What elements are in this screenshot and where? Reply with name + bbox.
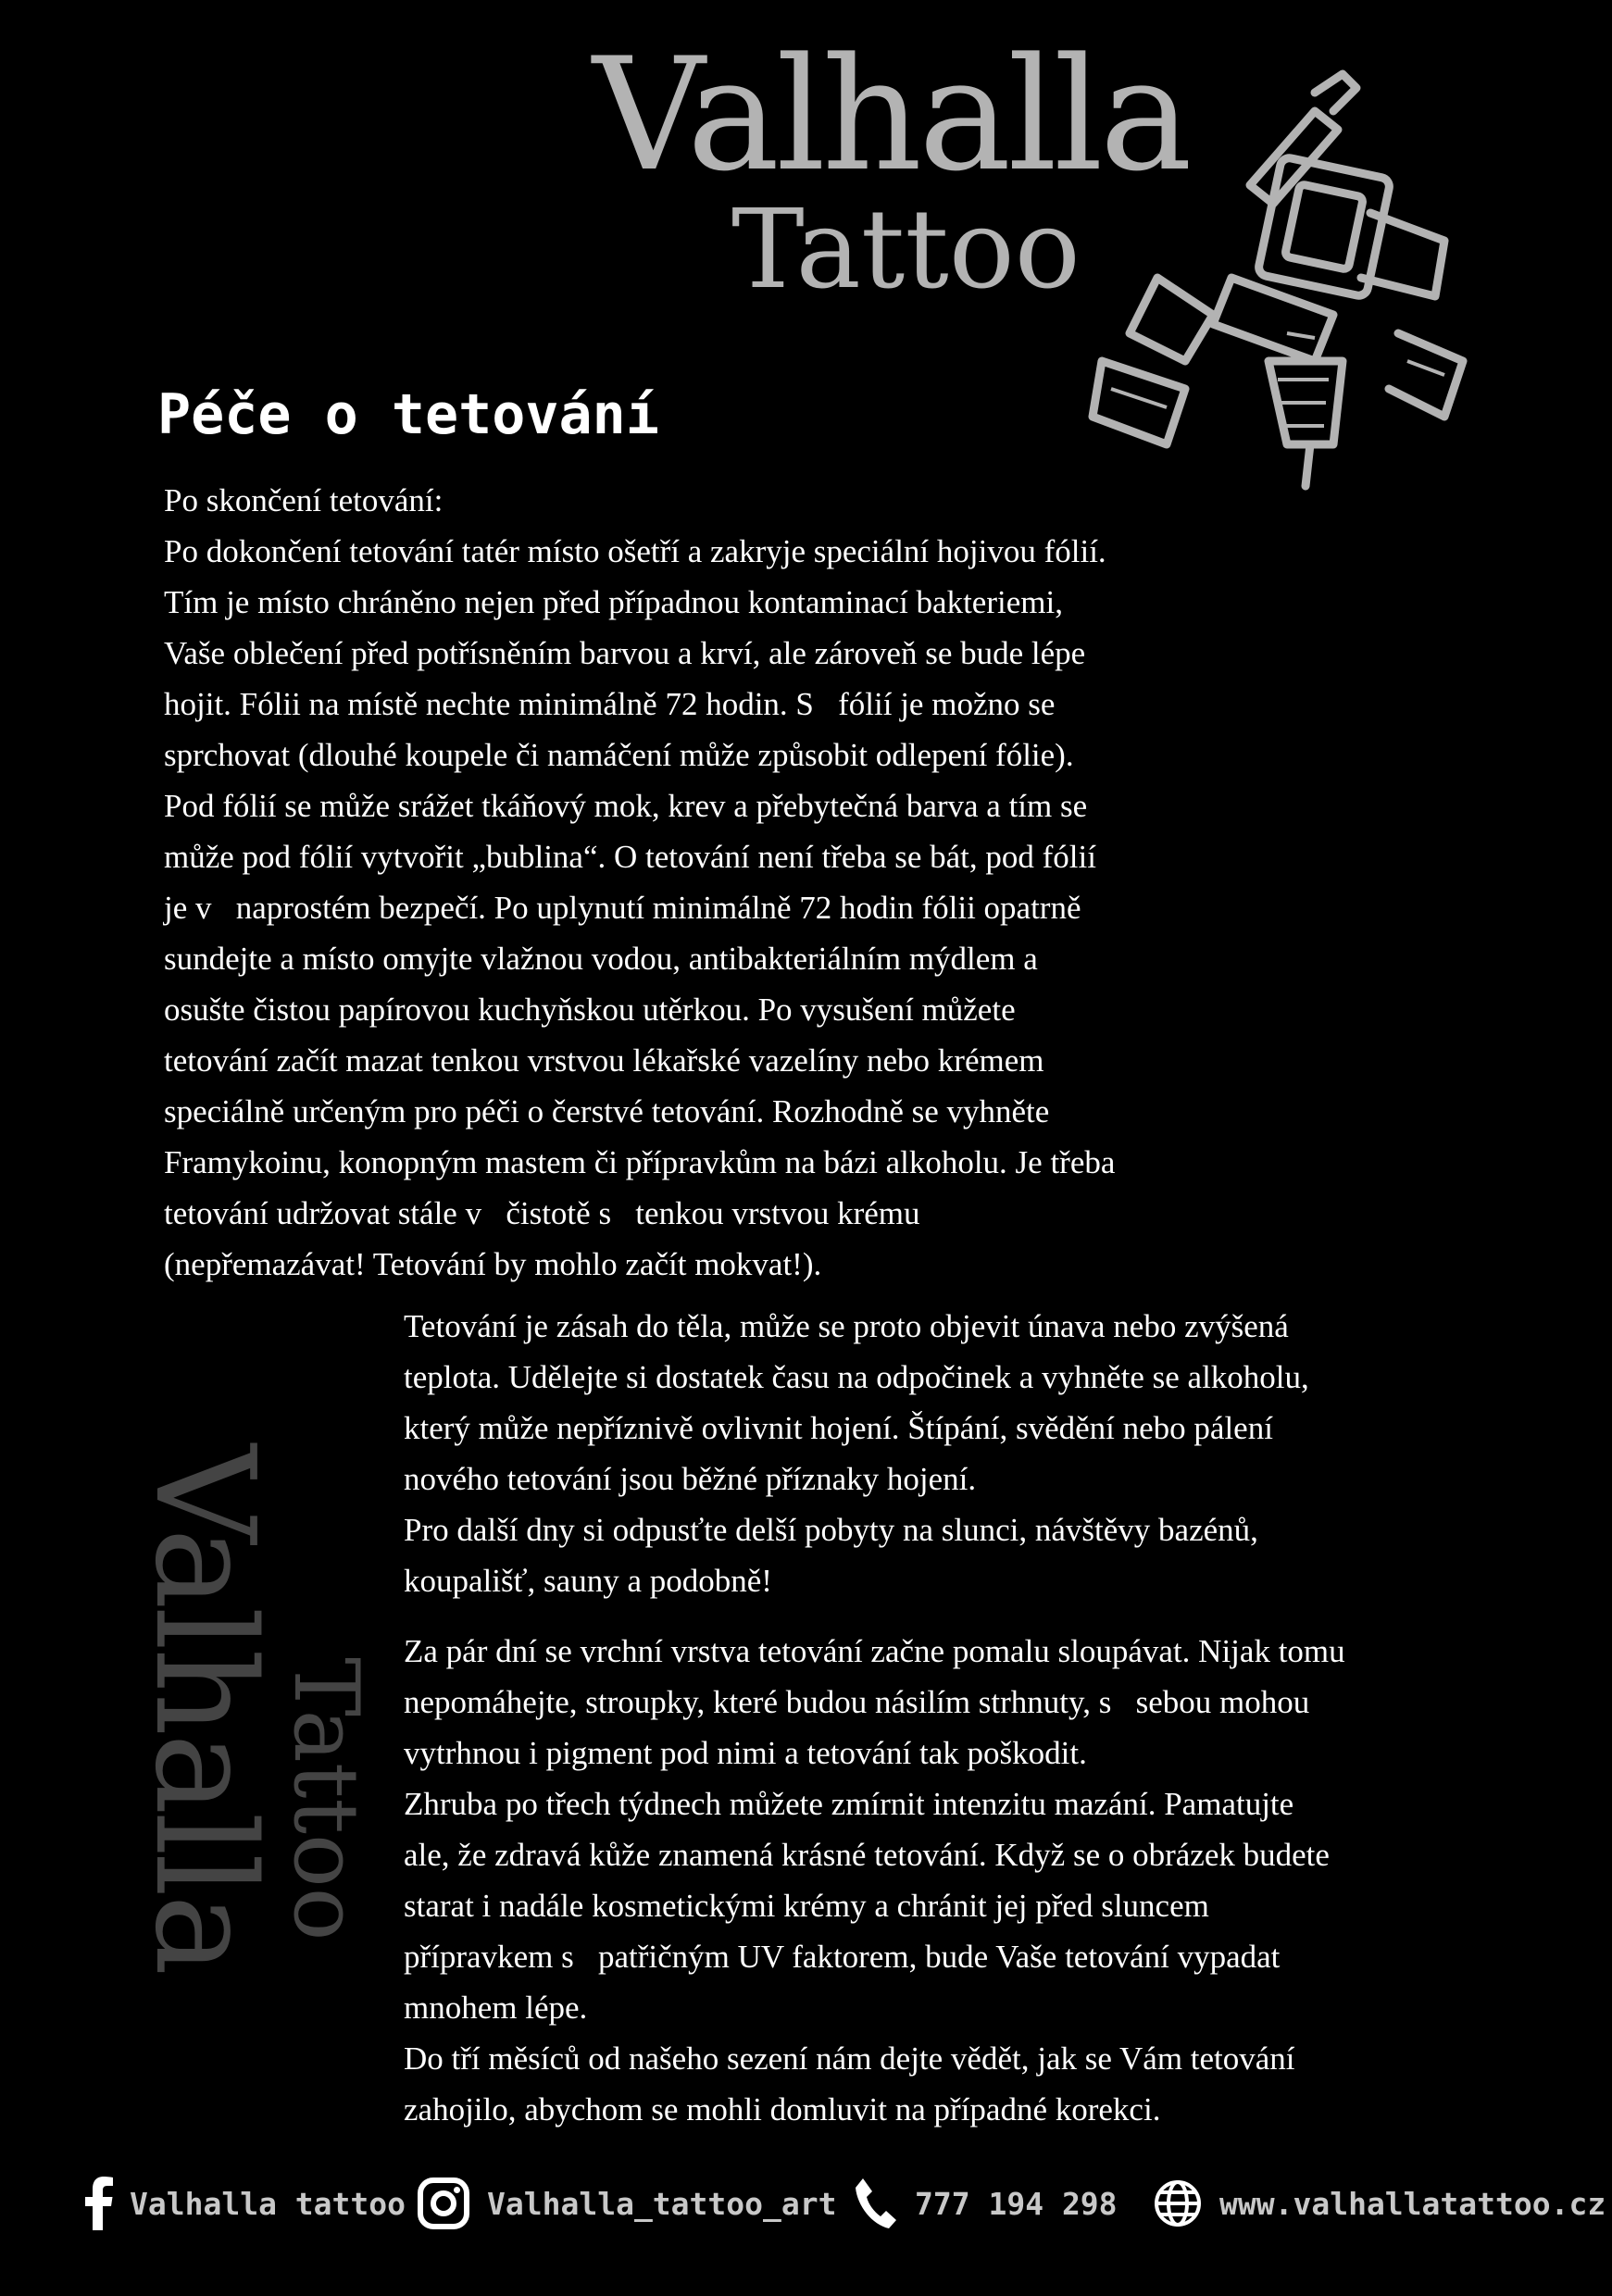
watermark-word-tattoo: Tattoo (274, 1657, 378, 1941)
text-line: ale, že zdravá kůže znamená krásné tetování. Když se o obrázek budete (404, 1837, 1330, 1873)
contact-footer (0, 2166, 1612, 2240)
text-line: tetování udržovat stále v čistotě s tenkou vrstvou krému (164, 1195, 920, 1231)
text-line: koupališť, sauny a podobně! (404, 1563, 772, 1599)
text-line: Pod fólií se může srážet tkáňový mok, krev a přebytečná barva a tím se (164, 788, 1088, 824)
text-line: přípravkem s patřičným UV faktorem, bude Vaše tetování vypadat (404, 1939, 1281, 1975)
text-line: nového tetování jsou běžné příznaky hojení. (404, 1461, 977, 1497)
logo-word-valhalla: Valhalla (593, 24, 1189, 206)
text-line: Tetování je zásah do těla, může se proto objevit únava nebo zvýšená (404, 1308, 1289, 1344)
text-line: Framykoinu, konopným mastem či přípravkům na bázi alkoholu. Je třeba (164, 1144, 1116, 1180)
text-line: tetování začít mazat tenkou vrstvou lékařské vazelíny nebo krémem (164, 1042, 1044, 1079)
aftercare-paragraph (164, 475, 1331, 1290)
text-line: (nepřemazávat! Tetování by mohlo začít mokvat!). (164, 1246, 822, 1282)
text-line: speciálně určeným pro péči o čerstvé tetování. Rozhodně se vyhněte (164, 1093, 1050, 1129)
logo-word-tattoo: Tattoo (731, 185, 1081, 313)
text-line: sundejte a místo omyjte vlažnou vodou, antibakteriálním mýdlem a (164, 941, 1038, 977)
text-line: Za pár dní se vrchní vrstva tetování začne pomalu sloupávat. Nijak tomu (404, 1633, 1345, 1669)
text-line: vytrhnou i pigment pod nimi a tetování tak poškodit. (404, 1735, 1087, 1771)
tattoo-machine-icon (1037, 56, 1481, 491)
logo-top (593, 24, 1500, 481)
text-line: osušte čistou papírovou kuchyňskou utěrkou. Po vysušení můžete (164, 992, 1016, 1028)
text-line: mnohem lépe. (404, 1990, 588, 2026)
text-line: je v naprostém bezpečí. Po uplynutí minimálně 72 hodin fólii opatrně (164, 890, 1081, 926)
text-line: zahojilo, abychom se mohli domluvit na případné korekci. (404, 2091, 1161, 2128)
text-line: Zhruba po třech týdnech můžete zmírnit intenzitu mazání. Pamatujte (404, 1786, 1294, 1822)
healing-paragraph (404, 1301, 1570, 1606)
text-line: starat i nadále kosmetickými krémy a chránit jej před sluncem (404, 1888, 1209, 1924)
text-line: který může nepříznivě ovlivnit hojení. Štípání, svědění nebo pálení (404, 1410, 1273, 1446)
facebook-link[interactable] (85, 2166, 406, 2240)
text-line: sprchovat (dlouhé koupele či namáčení může způsobit odlepení fólie). (164, 737, 1074, 773)
website-link[interactable] (1153, 2166, 1606, 2240)
text-line: nepomáhejte, stroupky, které budou násilím strhnuty, s sebou mohou (404, 1684, 1310, 1720)
later-care-paragraph (404, 1626, 1570, 2135)
instagram-label: Valhalla_tattoo_art (487, 2185, 837, 2222)
watermark-word-valhalla: Valhalla (125, 1444, 284, 1974)
facebook-icon (85, 2177, 113, 2230)
text-line: Vaše oblečení před potřísněním barvou a krví, ale zároveň se bude lépe (164, 635, 1086, 671)
text-line: teplota. Udělejte si dostatek času na odpočinek a vyhněte se alkoholu, (404, 1359, 1309, 1395)
phone-link[interactable] (852, 2166, 1118, 2240)
text-line: Po dokončení tetování tatér místo ošetří a zakryje speciální hojivou fólií. (164, 533, 1106, 569)
text-line: Tím je místo chráněno nejen před případnou kontaminací bakteriemi, (164, 584, 1063, 620)
text-line: může pod fólií vytvořit „bublina“. O tetování není třeba se bát, pod fólií (164, 839, 1096, 875)
text-line: Po skončení tetování: (164, 482, 444, 518)
phone-number: 777 194 298 (915, 2185, 1118, 2222)
text-line: Pro další dny si odpusťte delší pobyty na slunci, návštěvy bazénů, (404, 1512, 1258, 1548)
facebook-label: Valhalla tattoo (130, 2185, 406, 2222)
text-line: hojit. Fólii na místě nechte minimálně 72 hodin. S fólií je možno se (164, 686, 1056, 722)
globe-icon (1153, 2178, 1203, 2228)
text-line: Do tří měsíců od našeho sezení nám dejte vědět, jak se Vám tetování (404, 2040, 1295, 2077)
logo-watermark-side (56, 1444, 378, 2120)
instagram-icon (417, 2177, 470, 2230)
phone-icon (852, 2177, 898, 2230)
instagram-link[interactable] (417, 2166, 837, 2240)
page-title: Péče o tetování (157, 382, 659, 447)
website-url: www.valhallatattoo.cz (1219, 2185, 1606, 2222)
